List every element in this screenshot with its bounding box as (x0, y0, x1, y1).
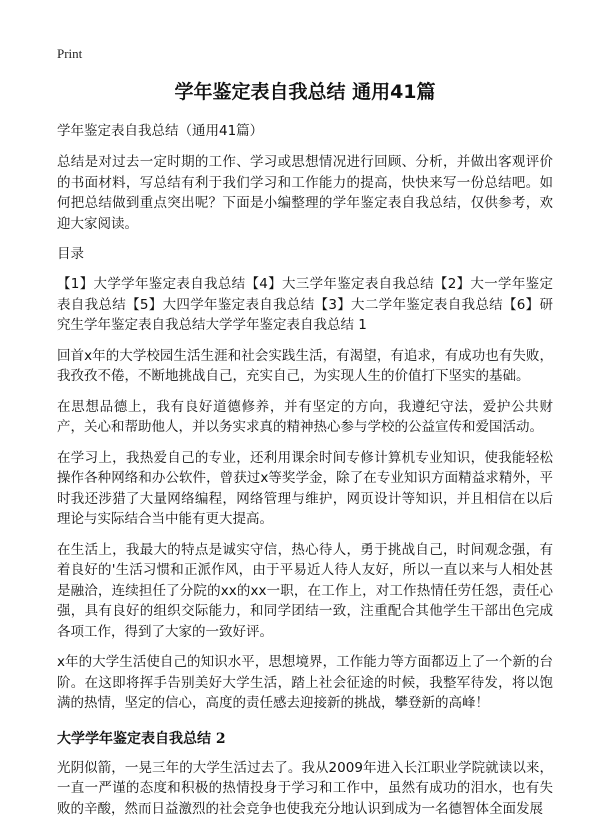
body-paragraph-3: 在学习上，我热爱自己的专业，还利用课余时间专修计算机专业知识，使我能轻松操作各种网络和办公软件，曾获过x等奖学金，除了在专业知识方面精益求精外，平时我还涉猎了大量网络编程，网络管理与维护，网页设计等知识，并且相信在以后理论与实际结合当中能有更大提高。 (57, 449, 553, 527)
toc-link-5[interactable]: 【5】大四学年鉴定表自我总结 (126, 296, 315, 313)
toc-link-3[interactable]: 【3】大二学年鉴定表自我总结 (314, 296, 503, 313)
intro-paragraph: 总结是对过去一定时期的工作、学习或思想情况进行回顾、分析，并做出客观评价的书面材料，写总结有利于我们学习和工作能力的提高，快快来写一份总结吧。如何把总结做到重点突出呢？下面是小编整理的学年鉴定表自我总结，仅供参考，欢迎大家阅读。 (57, 154, 553, 232)
print-link[interactable]: Print (57, 46, 83, 61)
document-subtitle: 学年鉴定表自我总结（通用41篇） (57, 123, 264, 139)
toc-link-6[interactable]: 【6】研究生学年鉴定表自我总结大学学年鉴定表自我总结 1 (57, 296, 553, 333)
body-paragraph-1: 回首x年的大学校园生活生涯和社会实践生活，有渴望，有追求，有成功也有失败，我孜孜不倦，不断地挑战自己，充实自己，为实现人生的价值打下坚实的基础。 (57, 347, 553, 384)
body-paragraph-5: x年的大学生活使自己的知识水平，思想境界，工作能力等方面都迈上了一个新的台阶。在这即将挥手告别美好大学生活，踏上社会征途的时候，我整军待发，将以饱满的热情，坚定的信心，高度的责任感去迎接新的挑战，攀登新的高峰！ (57, 654, 553, 711)
body-paragraph-2: 在思想品德上，我有良好道德修养，并有坚定的方向，我遵纪守法，爱护公共财产，关心和帮助他人，并以务实求真的精神热心参与学校的公益宣传和爱国活动。 (57, 398, 553, 435)
section-2-heading: 大学学年鉴定表自我总结 2 (57, 730, 226, 747)
body-paragraph-4: 在生活上，我最大的特点是诚实守信，热心待人，勇于挑战自己，时间观念强，有着良好的'生活习惯和正派作风，由于平易近人待人友好，所以一直以来与人相处甚是融洽，连续担任了分院的xx的xx一职，在工作上，对工作热情任劳任怨，责任心强，具有良好的组织交际能力，和同学团结一致，注重配合其他学生干部出色完成各项工作，得到了大家的一致好评。 (57, 541, 553, 640)
toc-link-4[interactable]: 【4】大三学年鉴定表自我总结 (245, 276, 434, 292)
document-body (57, 80, 553, 829)
table-of-contents (57, 274, 553, 336)
section-2-paragraph: 光阴似箭，一晃三年的大学生活过去了。我从2009年进入长江职业学院就读以来，一直一严谨的态度和积极的热情投身于学习和工作中，虽然有成功的泪水，也有失败的辛酸，然而日益激烈的社会竞争也使我充分地认识到成为一名德智体全面发展 (57, 759, 553, 817)
document-title: 学年鉴定表自我总结 通用41篇 (174, 81, 436, 103)
toc-link-2[interactable]: 【2】大一学年鉴定表自我总结 (57, 276, 553, 313)
toc-heading: 目录 (57, 246, 84, 262)
toc-link-1[interactable]: 【1】大学学年鉴定表自我总结 (57, 276, 246, 292)
